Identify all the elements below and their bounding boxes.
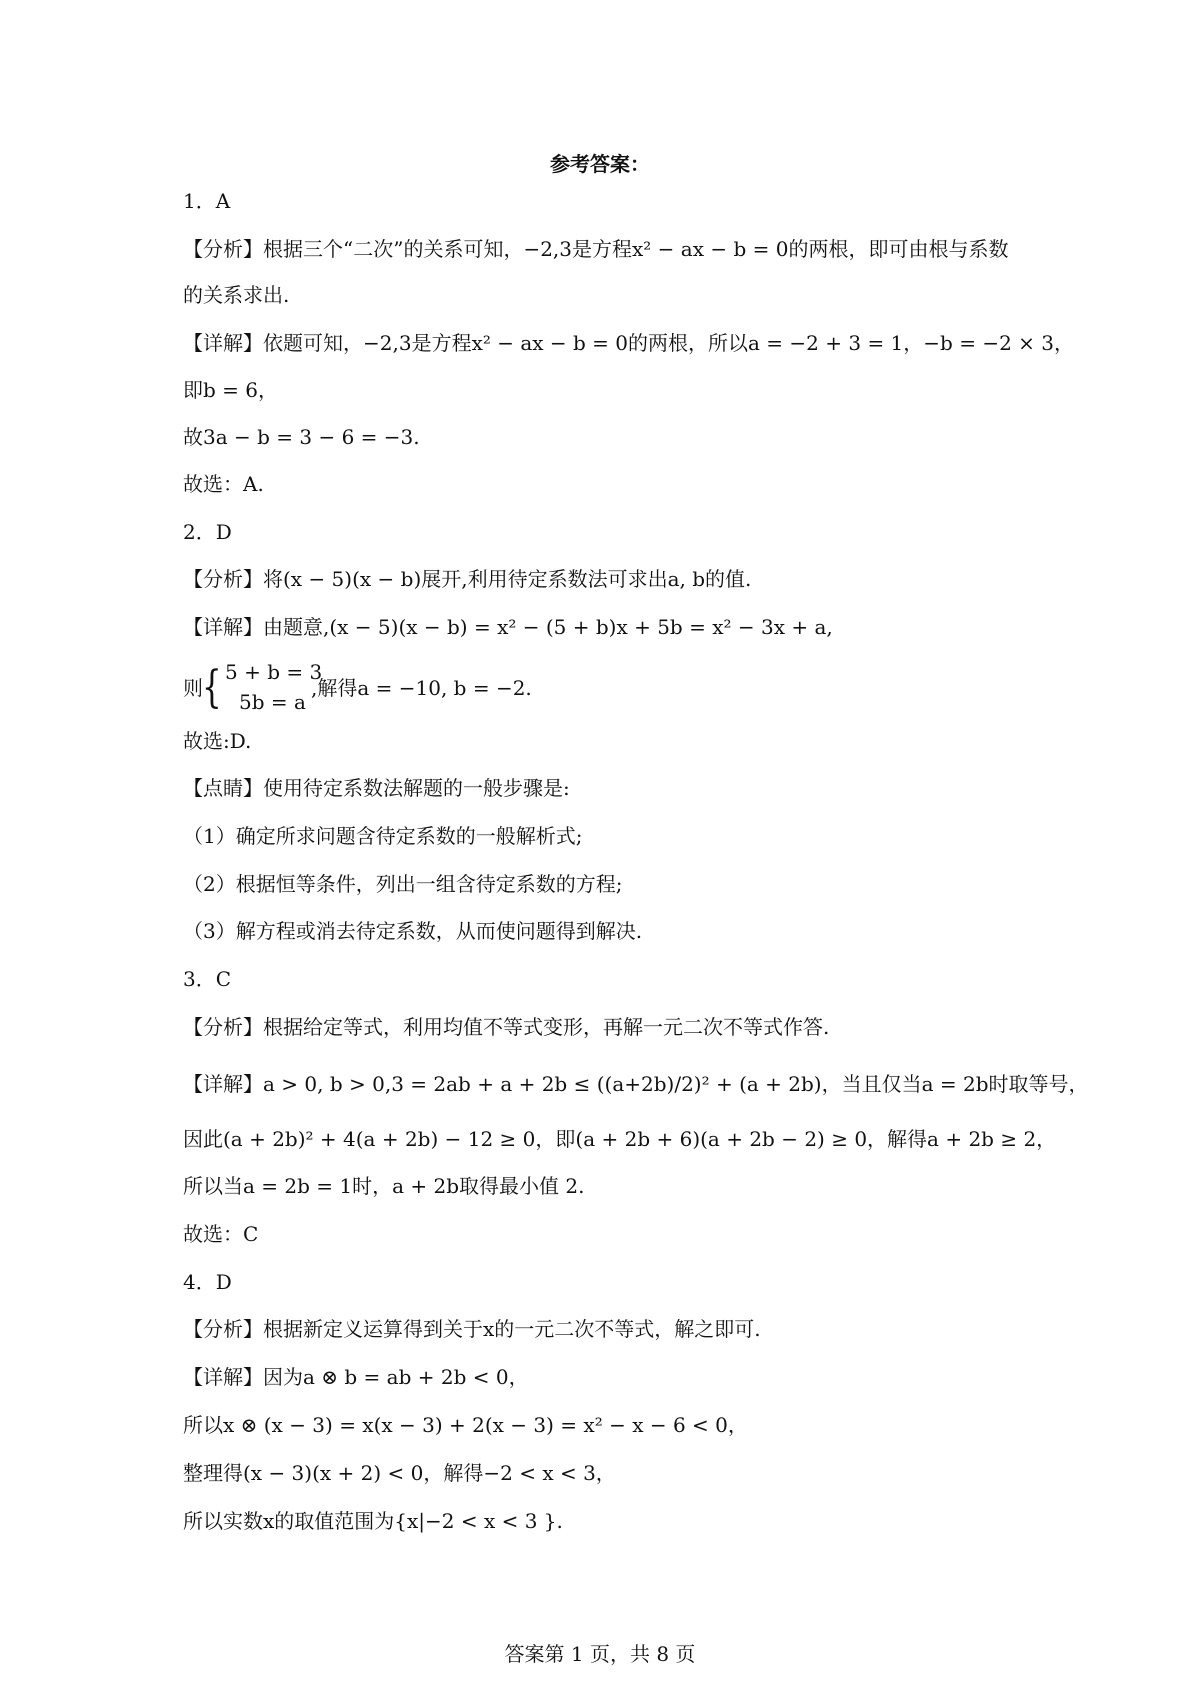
system-equation-1: 5 + b = 3 (225, 660, 323, 684)
answer-1-choice: 故选：A. (183, 472, 264, 496)
answer-1-detail: 【详解】依题可知，−2,3是方程x² − ax − b = 0的两根，所以a = −2 + 3 = 1，−b = −2 × 3， (183, 331, 1074, 355)
page-title: 参考答案： (550, 152, 650, 176)
answer-3-header: 3．C (183, 967, 232, 991)
answer-1-detail-cont: 即b = 6， (183, 378, 278, 402)
answer-4-analysis: 【分析】根据新定义运算得到关于x的一元二次不等式，解之即可. (183, 1317, 761, 1341)
system-solution: ,解得a = −10, b = −2. (311, 676, 532, 700)
answer-2-tip: 【点睛】使用待定系数法解题的一般步骤是: (183, 776, 570, 800)
answer-2-step-2: （2）根据恒等条件，列出一组含待定系数的方程; (183, 872, 623, 896)
answer-2-header: 2．D (183, 520, 232, 544)
equation-system (183, 658, 1043, 718)
answer-3-detail: 【详解】a > 0, b > 0,3 = 2ab + a + 2b ≤ ((a+2b)/2)² + (a + 2b)，当且仅当a = 2b时取等号， (183, 1072, 1089, 1096)
answer-1-header: 1．A (183, 189, 231, 213)
page-footer: 答案第 1 页，共 8 页 (504, 1642, 696, 1666)
answer-2-step-1: （1）确定所求问题含待定系数的一般解析式; (183, 824, 583, 848)
answer-2-detail: 【详解】由题意,(x − 5)(x − b) = x² − (5 + b)x + 5b = x² − 3x + a, (183, 615, 833, 639)
answer-4-detail-cont: 所以x ⊗ (x − 3) = x(x − 3) + 2(x − 3) = x² − x − 6 < 0， (183, 1413, 748, 1437)
answer-3-analysis: 【分析】根据给定等式，利用均值不等式变形，再解一元二次不等式作答. (183, 1015, 830, 1039)
answer-4-simplify: 整理得(x − 3)(x + 2) < 0，解得−2 < x < 3， (183, 1461, 616, 1485)
system-equation-2: 5b = a (239, 690, 306, 714)
left-brace-icon: { (202, 662, 222, 713)
answer-3-detail-cont: 因此(a + 2b)² + 4(a + 2b) − 12 ≥ 0，即(a + 2b + 6)(a + 2b − 2) ≥ 0，解得a + 2b ≥ 2， (183, 1127, 1057, 1151)
answer-1-analysis-cont: 的关系求出. (183, 283, 290, 307)
answer-4-range: 所以实数x的取值范围为{x|−2 < x < 3 }. (183, 1509, 563, 1533)
answer-2-step-3: （3）解方程或消去待定系数，从而使问题得到解决. (183, 919, 643, 943)
system-lead: 则 (183, 676, 203, 700)
answer-3-choice: 故选：C (183, 1222, 259, 1246)
answer-1-analysis: 【分析】根据三个“二次”的关系可知，−2,3是方程x² − ax − b = 0的两根，即可由根与系数 (183, 237, 1009, 261)
answer-3-result: 所以当a = 2b = 1时，a + 2b取得最小值 2. (183, 1174, 585, 1198)
answer-2-choice: 故选:D. (183, 729, 252, 753)
answer-2-analysis: 【分析】将(x − 5)(x − b)展开,利用待定系数法可求出a, b的值. (183, 567, 752, 591)
answer-4-detail: 【详解】因为a ⊗ b = ab + 2b < 0， (183, 1365, 529, 1389)
answer-4-header: 4．D (183, 1270, 232, 1294)
answer-1-result: 故3a − b = 3 − 6 = −3. (183, 425, 420, 449)
